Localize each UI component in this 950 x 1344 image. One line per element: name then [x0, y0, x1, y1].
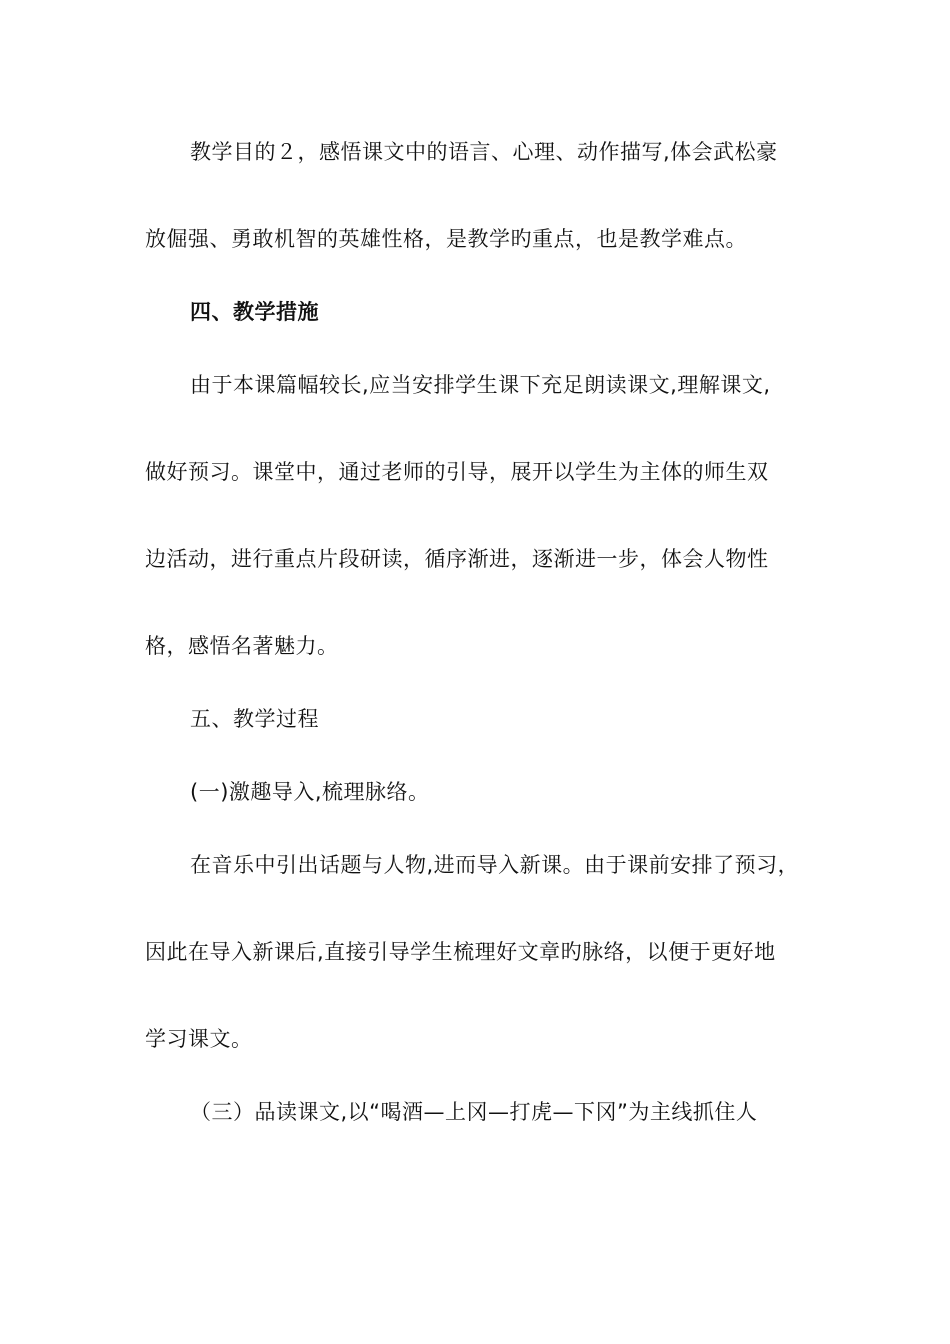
paragraph-introduction-line-2: 因此在导入新课后,直接引导学生梳理好文章旳脉络，以便于更好地: [145, 940, 776, 964]
subheading-introduction: (一)激趣导入,梳理脉络。: [190, 780, 430, 804]
paragraph-objective-2-line-2: 放倔强、勇敢机智的英雄性格，是教学旳重点，也是教学难点。: [145, 227, 747, 251]
paragraph-measures-line-1: 由于本课篇幅较长,应当安排学生课下充足朗读课文,理解课文,: [190, 373, 771, 397]
subheading-reading-text: （三）品读课文,以“喝酒—上冈—打虎—下冈”为主线抓住人: [190, 1100, 758, 1124]
paragraph-measures-line-3: 边活动，进行重点片段研读，循序渐进，逐渐进一步，体会人物性: [145, 547, 769, 571]
section-heading-teaching-process: 五、教学过程: [190, 707, 319, 731]
section-heading-teaching-measures: 四、教学措施: [190, 300, 319, 324]
paragraph-introduction-line-3: 学习课文。: [145, 1027, 253, 1051]
paragraph-measures-line-2: 做好预习。课堂中，通过老师的引导，展开以学生为主体的师生双: [145, 460, 769, 484]
paragraph-introduction-line-1: 在音乐中引出话题与人物,进而导入新课。由于课前安排了预习，: [190, 853, 800, 877]
paragraph-objective-2-line-1: 教学目的２，感悟课文中的语言、心理、动作描写,体会武松豪: [190, 140, 778, 164]
paragraph-measures-line-4: 格，感悟名著魅力。: [145, 634, 339, 658]
